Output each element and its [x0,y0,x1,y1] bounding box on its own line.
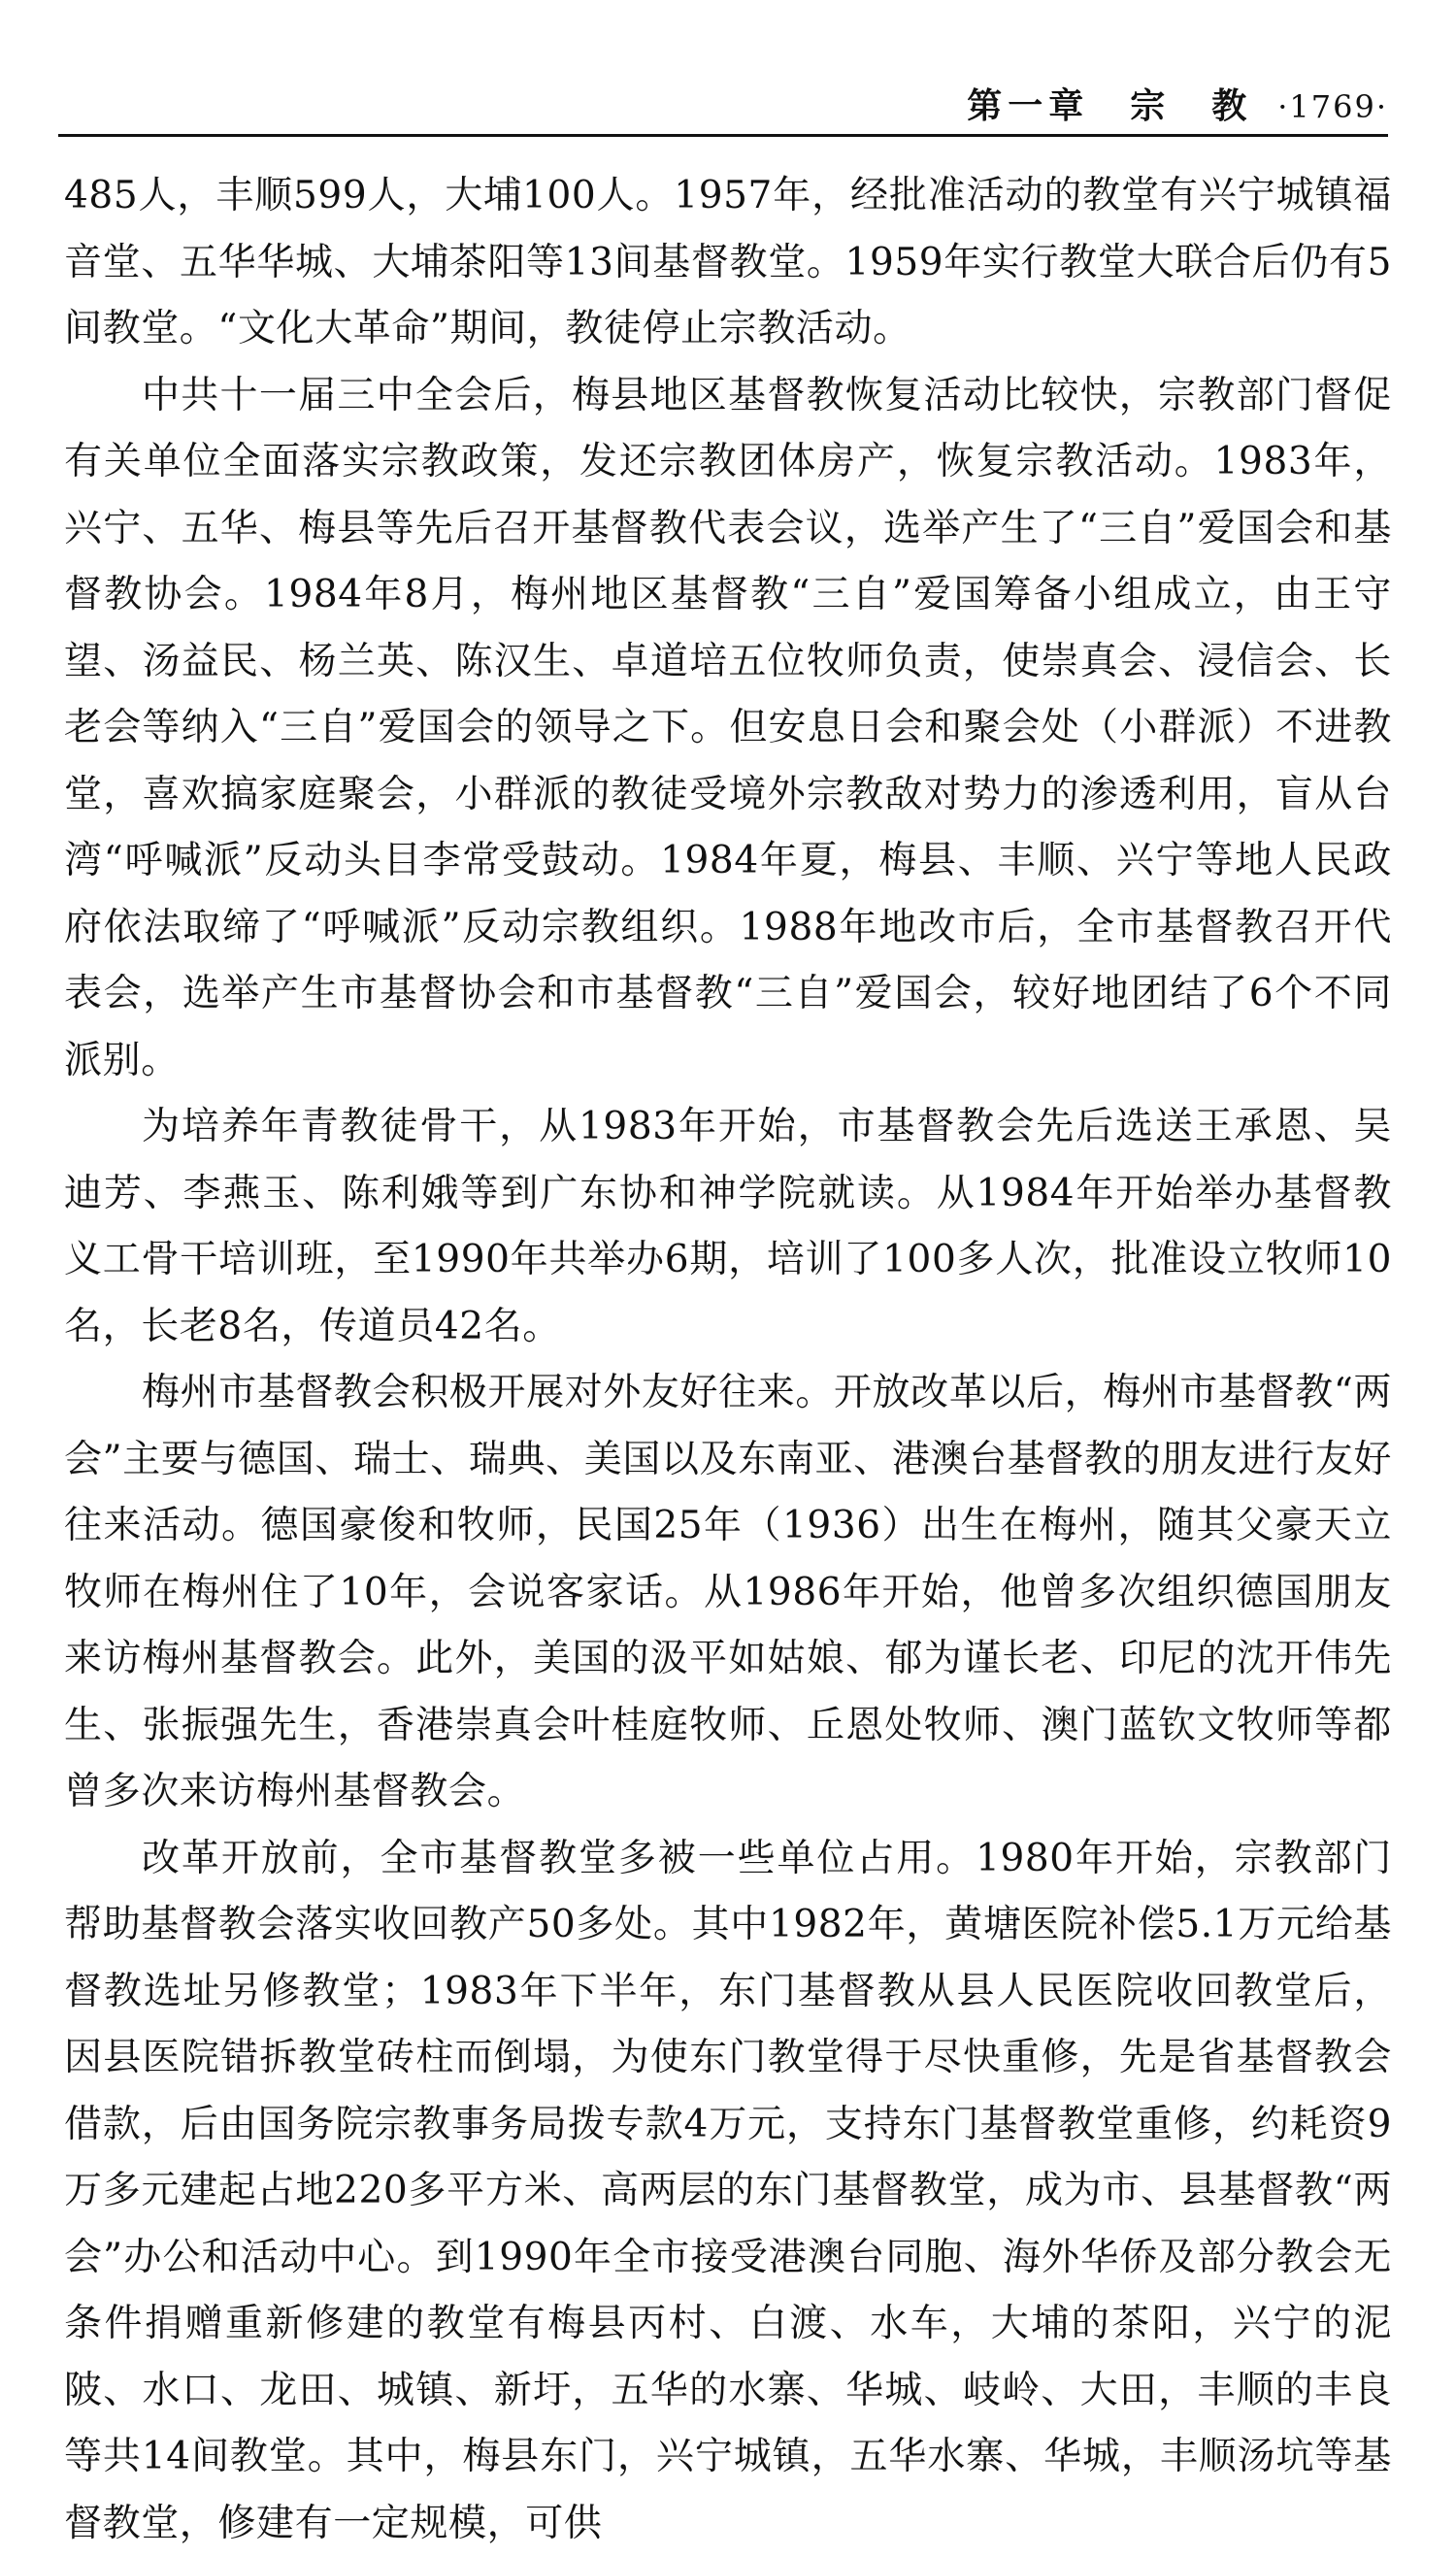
paragraph-2: 中共十一届三中全会后，梅县地区基督教恢复活动比较快，宗教部门督促有关单位全面落实宗教政策，发还宗教团体房产，恢复宗教活动。1983年，兴宁、五华、梅县等先后召开基督教代表会议，选举产生了“三自”爱国会和基督教协会。1984年8月，梅州地区基督教“三自”爱国筹备小组成立，由王守望、汤益民、杨兰英、陈汉生、卓道培五位牧师负责，使崇真会、浸信会、长老会等纳入“三自”爱国会的领导之下。但安息日会和聚会处（小群派）不进教堂，喜欢搞家庭聚会，小群派的教徒受境外宗教敌对势力的渗透利用，盲从台湾“呼喊派”反动头目李常受鼓动。1984年夏，梅县、丰顺、兴宁等地人民政府依法取缔了“呼喊派”反动宗教组织。1988年地改市后，全市基督教召开代表会，选举产生市基督协会和市基督教“三自”爱国会，较好地团结了6个不同派别。 [64,363,1392,1095]
paragraph-1: 485人，丰顺599人，大埔100人。1957年，经批准活动的教堂有兴宁城镇福音堂、五华华城、大埔茶阳等13间基督教堂。1959年实行教堂大联合后仍有5间教堂。“文化大革命”期间，教徒停止宗教活动。 [64,163,1392,363]
paragraph-5: 改革开放前，全市基督教堂多被一些单位占用。1980年开始，宗教部门帮助基督教会落实收回教产50多处。其中1982年，黄塘医院补偿5.1万元给基督教选址另修教堂；1983年下半年，东门基督教从县人民医院收回教堂后，因县医院错拆教堂砖柱而倒塌，为使东门教堂得于尽快重修，先是省基督教会借款，后由国务院宗教事务局拨专款4万元，支持东门基督教堂重修，约耗资9万多元建起占地220多平方米、高两层的东门基督教堂，成为市、县基督教“两会”办公和活动中心。到1990年全市接受港澳台同胞、海外华侨及部分教会无条件捐赠重新修建的教堂有梅县丙村、白渡、水车，大埔的茶阳，兴宁的泥陂、水口、龙田、城镇、新圩，五华的水寨、华城、岐岭、大田，丰顺的丰良等共14间教堂。其中，梅县东门，兴宁城镇，五华水寨、华城，丰顺汤坑等基督教堂，修建有一定规模，可供 [64,1826,1392,2557]
paragraph-4: 梅州市基督教会积极开展对外友好往来。开放改革以后，梅州市基督教“两会”主要与德国、瑞士、瑞典、美国以及东南亚、港澳台基督教的朋友进行友好往来活动。德国豪俊和牧师，民国25年（1936）出生在梅州，随其父豪天立牧师在梅州住了10年，会说客家话。从1986年开始，他曾多次组织德国朋友来访梅州基督教会。此外，美国的汲平如姑娘、郁为谨长老、印尼的沈开伟先生、张振强先生，香港崇真会叶桂庭牧师、丘恩处牧师、澳门蓝钦文牧师等都曾多次来访梅州基督教会。 [64,1360,1392,1826]
paragraph-3: 为培养年青教徒骨干，从1983年开始，市基督教会先后选送王承恩、吴迪芳、李燕玉、陈利娥等到广东协和神学院就读。从1984年开始举办基督教义工骨干培训班，至1990年共举办6期，培训了100多人次，批准设立牧师10名，长老8名，传道员42名。 [64,1094,1392,1360]
body-text [64,163,1392,2557]
running-header-content [967,79,1388,128]
page-number: ·1769· [1277,88,1388,125]
chapter-title: 第一章 宗 教 [967,79,1252,128]
running-header [58,83,1388,137]
